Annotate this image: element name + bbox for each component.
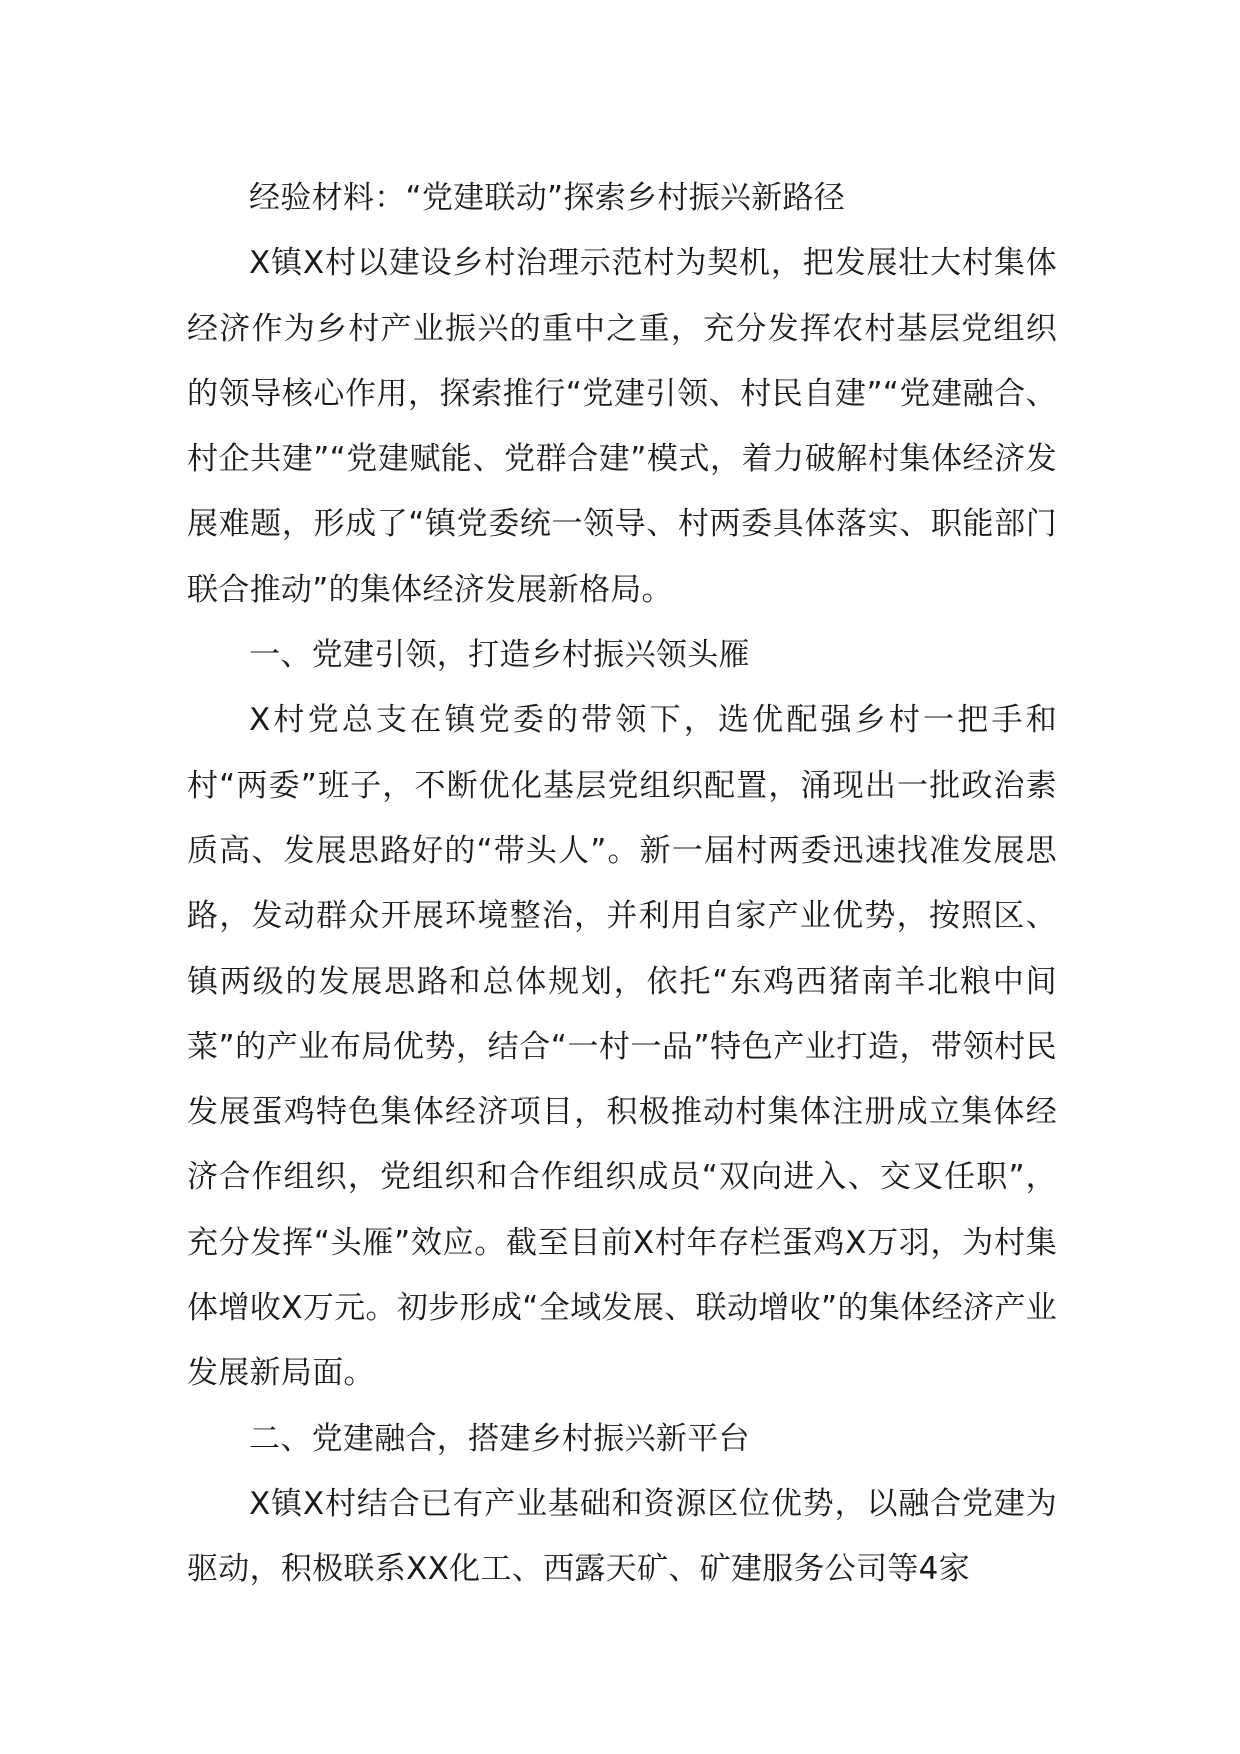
document-title: 经验材料：“党建联动”探索乡村振兴新路径 (249, 180, 846, 216)
paragraph-section-2: X镇X村结合已有产业基础和资源区位优势，以融合党建为驱动，积极联系XX化工、西露天矿、矿建服务公司等4家 (187, 1485, 1057, 1588)
paragraph-intro: X镇X村以建设乡村治理示范村为契机，把发展壮大村集体经济作为乡村产业振兴的重中之重，充分发挥农村基层党组织的领导核心作用，探索推行“党建引领、村民自建”“党建融合、村企共建”“党建赋能、党群合建”模式，着力破解村集体经济发展难题，形成了“镇党委统一领导、村两委具体落实、职能部门联合推动”的集体经济发展新格局。 (187, 245, 1057, 608)
section-heading-1: 一、党建引领，打造乡村振兴领头雁 (249, 637, 750, 674)
document-body (187, 166, 1057, 1603)
section-heading-2: 二、党建融合，搭建乡村振兴新平台 (249, 1420, 750, 1457)
paragraph-section-1: X村党总支在镇党委的带领下，选优配强乡村一把手和村“两委”班子，不断优化基层党组织配置，涌现出一批政治素质高、发展思路好的“带头人”。新一届村两委迅速找准发展思路，发动群众开展环境整治，并利用自家产业优势，按照区、镇两级的发展思路和总体规划，依托“东鸡西猪南羊北粮中间菜”的产业布局优势，结合“一村一品”特色产业打造，带领村民发展蛋鸡特色集体经济项目，积极推动村集体注册成立集体经济合作组织，党组织和合作组织成员“双向进入、交叉任职”，充分发挥“头雁”效应。截至目前X村年存栏蛋鸡X万羽，为村集体增收X万元。初步形成“全域发展、联动增收”的集体经济产业发展新局面。 (187, 702, 1057, 1392)
